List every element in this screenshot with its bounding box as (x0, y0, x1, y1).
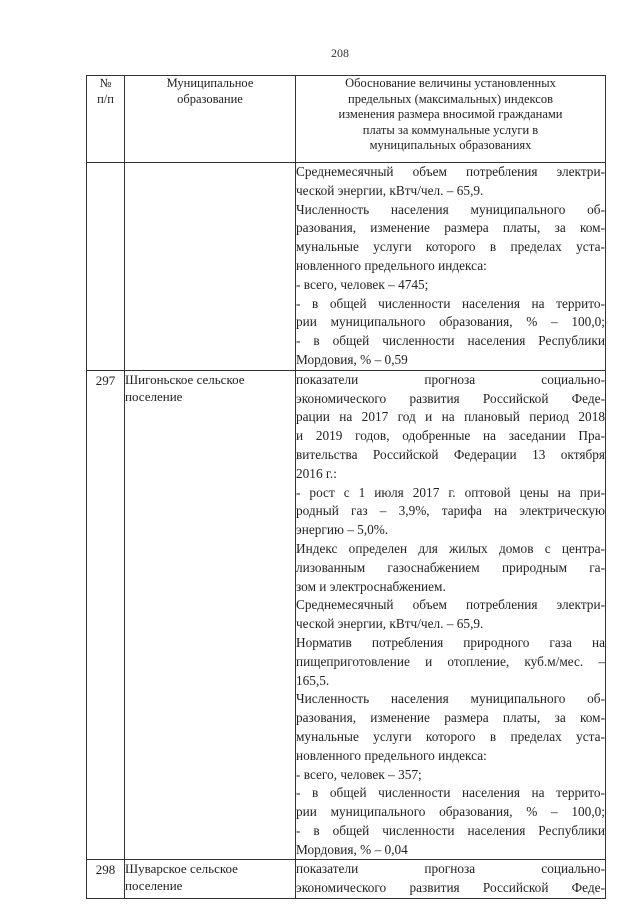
text-line: Численность населения муниципального об- (296, 201, 605, 217)
text-line: Индекс определен для жилых домов с центра- (296, 540, 605, 556)
text-line: лизованным газоснабжением природным га- (296, 559, 605, 575)
row-number: 297 (87, 370, 125, 860)
row-justification (296, 163, 606, 371)
text-line: Численность населения муниципального об- (296, 691, 605, 707)
text-line: - в общей численности населения на террито- (296, 295, 605, 311)
text-line: - в общей численности населения Республики (296, 822, 605, 838)
row-municipality (125, 370, 296, 860)
row-justification (296, 860, 606, 899)
text-line: родный газ – 3,9%, тарифа на электрическую (296, 503, 605, 519)
header-justification (296, 76, 606, 163)
municipality-name-line: поселение (125, 878, 183, 894)
header-line: платы за коммунальные услуги в (362, 122, 539, 137)
text-line: рации на 2017 год и на плановый период 2018 (296, 409, 605, 425)
row-justification (296, 370, 606, 860)
text-line: вительства Российской Федерации 13 октября (296, 446, 605, 462)
text-line: пищеприготовление и отопление, куб.м/мес. – (296, 653, 605, 669)
table-row (87, 163, 606, 371)
text-line: ческой энергии, кВтч/чел. – 65,9. (296, 616, 484, 632)
header-number (87, 76, 125, 163)
header-line: Обоснование величины установленных (345, 76, 556, 90)
text-line: мунальные услуги которого в пределах уста- (296, 239, 605, 255)
text-line: и 2019 годов, одобренные на заседании Пра- (296, 428, 605, 444)
header-line: предельных (максимальных) индексов (348, 91, 553, 106)
text-line: - всего, человек – 4745; (296, 276, 429, 292)
text-line: новленного предельного индекса: (296, 747, 487, 763)
text-line: рии муниципального образования, % – 100,0; (296, 314, 605, 330)
text-line: энергию – 5,0%. (296, 522, 389, 538)
text-line: 2016 г.: (296, 465, 337, 481)
header-line: изменения размера вносимой гражданами (338, 107, 563, 121)
text-line: разования, изменение размера платы, за ком- (296, 220, 605, 236)
text-line: Среднемесячный объем потребления электри- (296, 164, 605, 179)
municipality-name-line: поселение (125, 388, 183, 404)
text-line: мунальные услуги которого в пределах уста- (296, 728, 605, 744)
text-line: - рост с 1 июля 2017 г. оптовой цены на при- (296, 484, 605, 500)
table-row (87, 860, 606, 899)
text-line: - всего, человек – 357; (296, 766, 422, 782)
municipality-name-line: Шуварское сельское (125, 861, 238, 877)
row-number (87, 163, 125, 371)
page-number: 208 (331, 46, 349, 60)
header-line: п/п (97, 91, 114, 106)
text-line: 165,5. (296, 672, 330, 688)
municipality-name-line: Шигоньское сельское (125, 371, 245, 387)
text-line: экономического развития Российской Феде- (296, 880, 605, 896)
header-line: образование (177, 91, 243, 106)
text-line: показатели прогноза социально- (296, 371, 605, 387)
text-line: Норматив потребления природного газа на (296, 634, 605, 650)
header-line: Муниципальное (166, 76, 254, 90)
row-municipality (125, 860, 296, 899)
header-line: № (99, 76, 112, 90)
row-number: 298 (87, 860, 125, 899)
table-header-row (87, 76, 606, 163)
text-line: Среднемесячный объем потребления электри- (296, 597, 605, 613)
text-line: показатели прогноза социально- (296, 861, 605, 877)
text-line: Мордовия, % – 0,59 (296, 351, 408, 367)
header-municipality (125, 76, 296, 163)
table-row (87, 370, 606, 860)
text-line: рии муниципального образования, % – 100,0; (296, 804, 605, 820)
text-line: новленного предельного индекса: (296, 257, 487, 273)
tariff-index-table (86, 75, 606, 899)
text-line: - в общей численности населения Республики (296, 333, 605, 349)
text-line: ческой энергии, кВтч/чел. – 65,9. (296, 182, 484, 198)
text-line: разования, изменение размера платы, за ком- (296, 710, 605, 726)
text-line: Мордовия, % – 0,04 (296, 841, 408, 857)
header-line: муниципальных образованиях (369, 138, 532, 152)
text-line: - в общей численности населения на террито- (296, 785, 605, 801)
text-line: экономического развития Российской Феде- (296, 390, 605, 406)
text-line: зом и электроснабжением. (296, 578, 446, 594)
row-municipality (125, 163, 296, 371)
